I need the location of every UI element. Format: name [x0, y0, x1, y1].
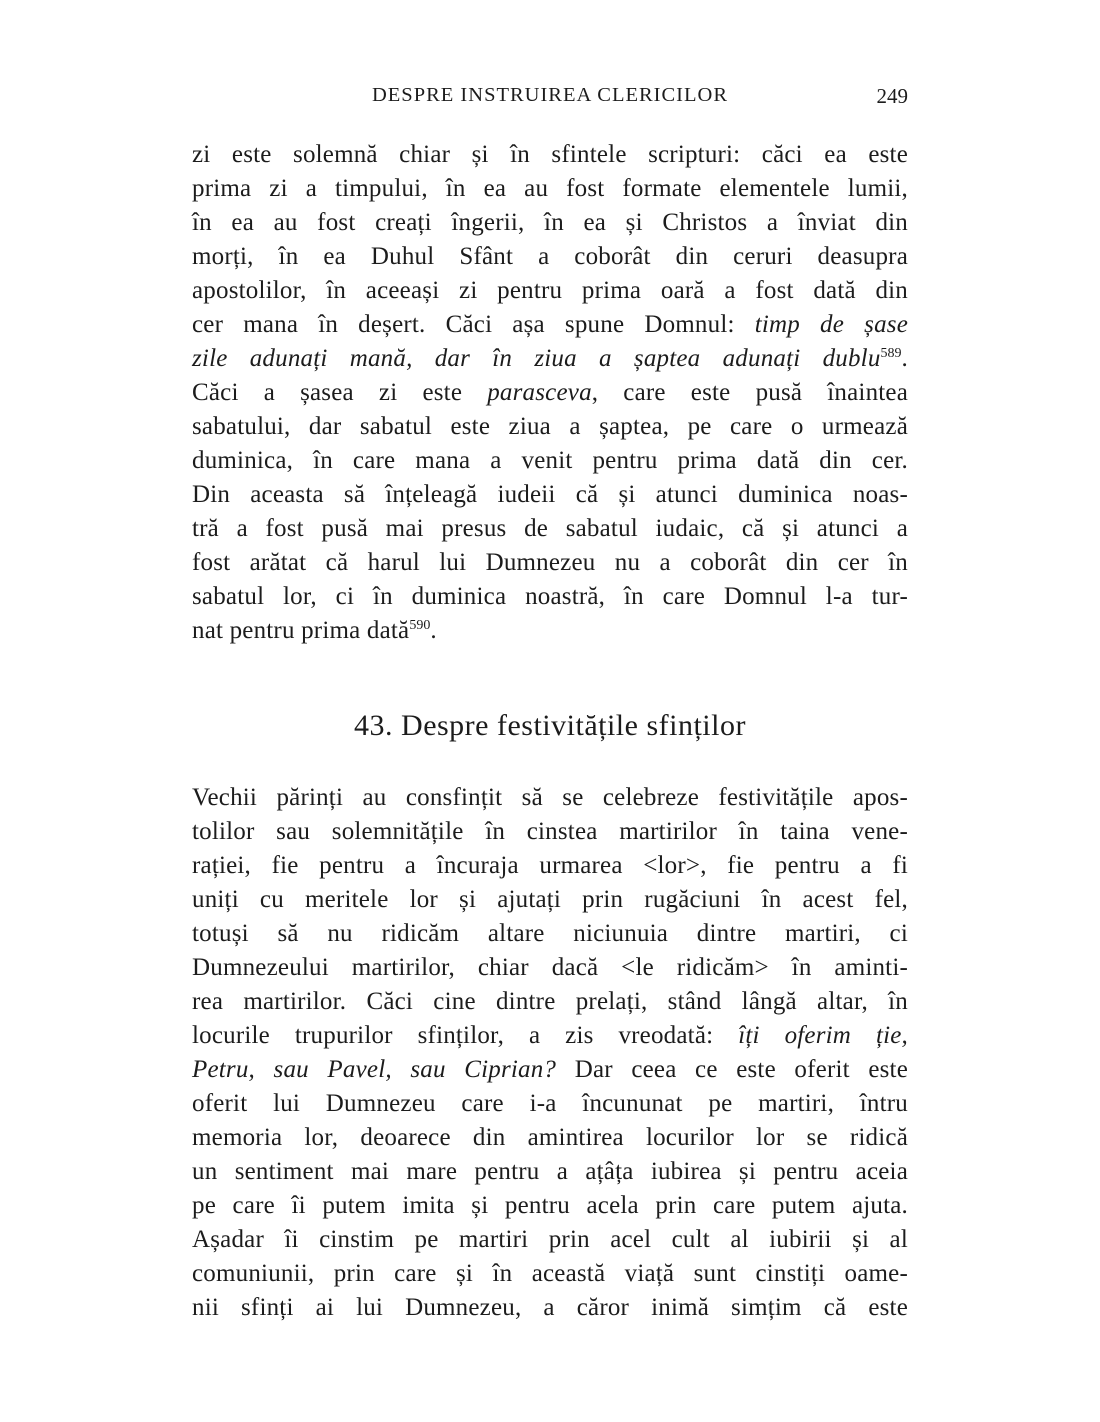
- text-run: comuniunii, prin care și în această viață sunt cinstiți oame-: [192, 1260, 908, 1287]
- text-run: memoria lor, deoarece din amintirea locurilor lor se ridică: [192, 1124, 908, 1151]
- text-run: un sentiment mai mare pentru a ațâța iubirea și pentru aceia: [192, 1158, 908, 1185]
- text-line: [192, 376, 908, 410]
- text-line: [192, 1257, 908, 1291]
- text-run: îți oferim ție,: [738, 1022, 908, 1049]
- text-run: duminica, în care mana a venit pentru prima dată din cer.: [192, 447, 908, 474]
- text-line: [192, 308, 908, 342]
- text-run: nat pentru prima dată: [192, 617, 410, 644]
- paragraph-continuation: [192, 138, 908, 648]
- text-run: tră a fost pusă mai presus de sabatul iudaic, că și atunci a: [192, 515, 908, 542]
- text-line: [192, 478, 908, 512]
- text-run: zile adunați mană, dar în ziua a șaptea adunați dublu: [192, 345, 881, 372]
- footnote-reference: 589: [880, 346, 902, 361]
- text-run: timp de șase: [754, 311, 908, 338]
- text-run: Dumnezeului martirilor, chiar dacă <le ridicăm> în aminti-: [192, 954, 908, 981]
- text-run: în ea au fost creați îngerii, în ea și Christos a înviat din: [192, 209, 908, 236]
- text-run: Dar ceea ce este oferit este: [574, 1056, 908, 1083]
- text-run: sabatului, dar sabatul este ziua a șaptea, pe care o urmează: [192, 413, 908, 440]
- text-line: [192, 1019, 908, 1053]
- text-run: sabatul lor, ci în duminica noastră, în care Domnul l-a tur-: [192, 583, 908, 610]
- text-run: Căci a șasea zi este: [192, 379, 488, 406]
- text-line: [192, 1223, 908, 1257]
- text-line: [192, 781, 908, 815]
- text-line: [192, 342, 908, 376]
- text-line: [192, 580, 908, 614]
- footnote-reference: 590: [409, 618, 431, 633]
- text-run: tolilor sau solemnitățile în cinstea martirilor în taina vene-: [192, 818, 908, 845]
- text-run: rației, fie pentru a încuraja urmarea <lor>, fie pentru a fi: [192, 852, 908, 879]
- text-line: [192, 1053, 908, 1087]
- text-run: rea martirilor. Căci cine dintre prelați, stând lângă altar, în: [192, 988, 908, 1015]
- text-run: Vechii părinți au consfințit să se celebreze festivitățile apos-: [192, 784, 908, 811]
- text-line: [192, 883, 908, 917]
- text-line: [192, 815, 908, 849]
- text-run: , care este pusă înaintea: [591, 379, 909, 406]
- text-run: parasceva: [487, 379, 592, 406]
- text-run: apostolilor, în aceeași zi pentru prima oară a fost dată din: [192, 277, 908, 304]
- paragraph-section-43: [192, 781, 908, 1325]
- text-line: [192, 614, 908, 648]
- text-line: [192, 410, 908, 444]
- text-run: Petru, sau Pavel, sau Ciprian?: [192, 1056, 575, 1083]
- text-run: uniți cu meritele lor și ajutați prin rugăciuni în acest fel,: [192, 886, 908, 913]
- text-line: [192, 1121, 908, 1155]
- text-run: oferit lui Dumnezeu care i-a încununat pe martiri, întru: [192, 1090, 908, 1117]
- text-line: [192, 1155, 908, 1189]
- text-run: morți, în ea Duhul Sfânt a coborât din ceruri deasupra: [192, 243, 908, 270]
- text-block: [192, 138, 908, 1325]
- text-line: [192, 985, 908, 1019]
- text-run: nii sfinți ai lui Dumnezeu, a căror inimă simțim că este: [192, 1294, 908, 1321]
- text-line: [192, 172, 908, 206]
- text-run: Din aceasta să înțeleagă iudeii că și atunci duminica noas-: [192, 481, 908, 508]
- text-run: totuși să nu ridicăm altare niciunuia dintre martiri, ci: [192, 920, 908, 947]
- text-line: [192, 274, 908, 308]
- text-run: prima zi a timpului, în ea au fost formate elementele lumii,: [192, 175, 908, 202]
- page-number: 249: [876, 84, 908, 108]
- text-line: [192, 1189, 908, 1223]
- text-run: zi este solemnă chiar și în sfintele scripturi: căci ea este: [192, 141, 908, 168]
- text-run: locurile trupurilor sfinților, a zis vreodată:: [192, 1022, 739, 1049]
- text-run: pe care îi putem imita și pentru acela prin care putem ajuta.: [192, 1192, 908, 1219]
- text-run: .: [430, 617, 437, 644]
- page-header: [192, 84, 908, 112]
- text-run: Așadar îi cinstim pe martiri prin acel cult al iubirii și al: [192, 1226, 908, 1253]
- text-run: cer mana în deșert. Căci așa spune Domnul:: [192, 311, 755, 338]
- text-line: [192, 240, 908, 274]
- text-line: [192, 1291, 908, 1325]
- text-line: [192, 951, 908, 985]
- text-line: [192, 917, 908, 951]
- section-heading: 43. Despre festivitățile sfinților: [354, 709, 746, 742]
- text-run: fost arătat că harul lui Dumnezeu nu a coborât din cer în: [192, 549, 908, 576]
- text-line: [192, 138, 908, 172]
- text-line: [192, 512, 908, 546]
- running-title: DESPRE INSTRUIREA CLERICILOR: [371, 84, 729, 106]
- text-line: [192, 444, 908, 478]
- text-line: [192, 546, 908, 580]
- text-line: [192, 849, 908, 883]
- text-run: .: [901, 345, 908, 372]
- text-line: [192, 1087, 908, 1121]
- text-line: [192, 206, 908, 240]
